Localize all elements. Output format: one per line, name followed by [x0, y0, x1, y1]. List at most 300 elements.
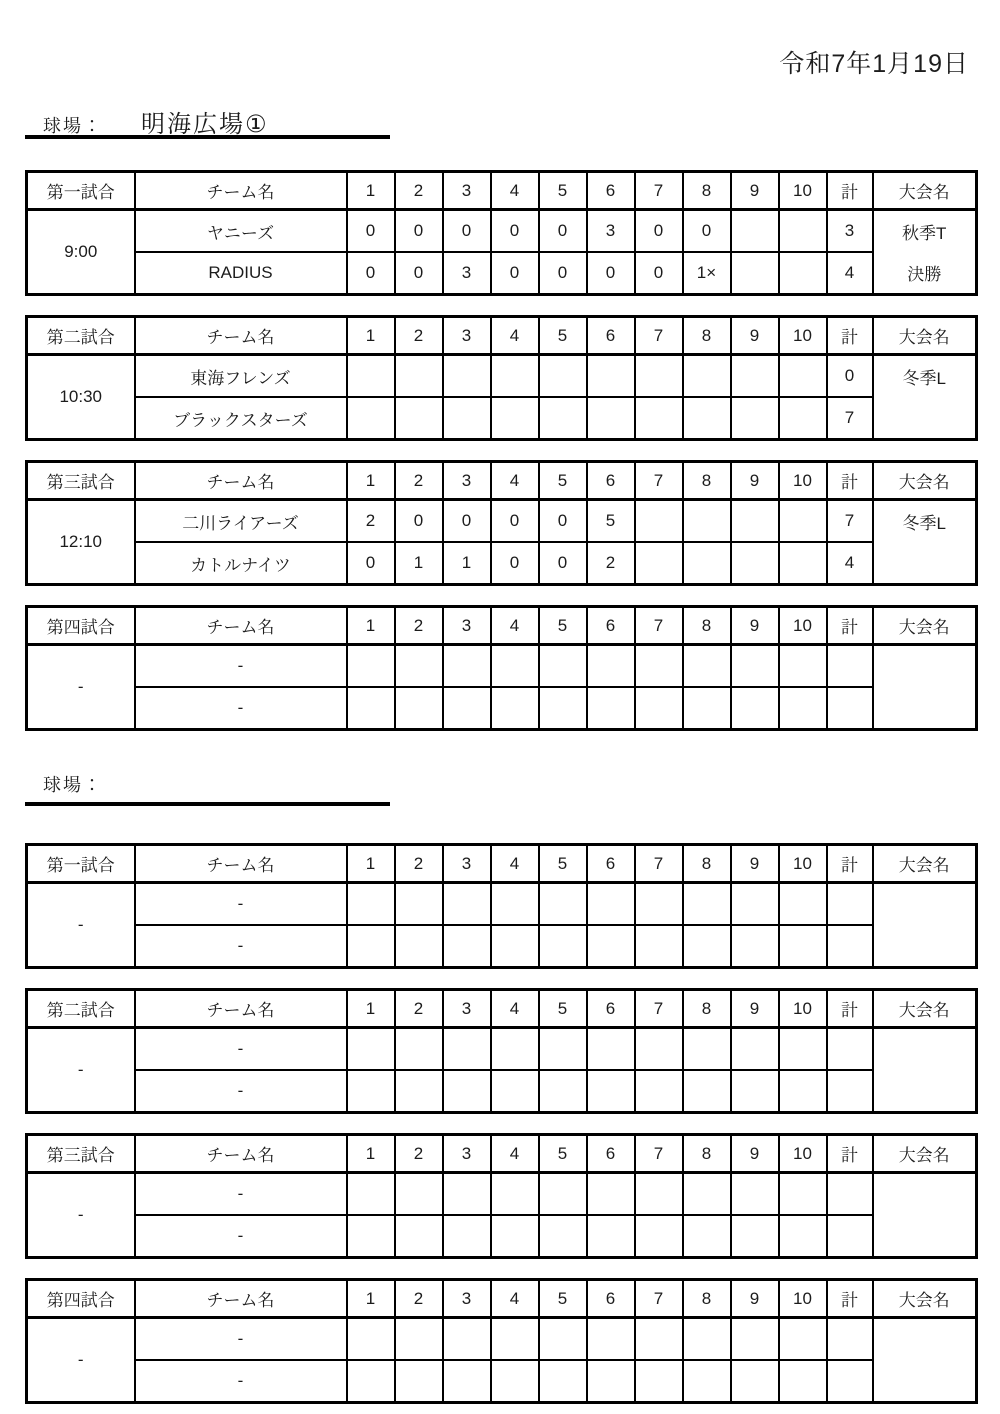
inning-header-cell: 8	[683, 1280, 731, 1318]
team-row	[27, 542, 977, 585]
inning-score-cell	[683, 1028, 731, 1071]
team-name-header-cell: チーム名	[135, 845, 347, 883]
game-score-table	[25, 315, 978, 441]
inning-score-cell	[395, 1215, 443, 1258]
inning-header-cell: 3	[443, 607, 491, 645]
total-score-cell	[827, 1028, 873, 1071]
inning-header-cell: 6	[587, 317, 635, 355]
inning-header-cell: 10	[779, 607, 827, 645]
inning-score-cell	[539, 1360, 587, 1403]
inning-score-cell	[683, 355, 731, 398]
game-time-cell: 9:00	[27, 210, 135, 295]
inning-score-cell	[731, 1215, 779, 1258]
inning-header-cell: 7	[635, 462, 683, 500]
tournament-name-cell	[873, 645, 977, 730]
inning-header-cell: 6	[587, 607, 635, 645]
tournament-line-2	[874, 1360, 976, 1401]
inning-header-cell: 4	[491, 845, 539, 883]
inning-header-cell: 10	[779, 1135, 827, 1173]
inning-score-cell	[779, 355, 827, 398]
game-number-cell: 第四試合	[27, 607, 135, 645]
inning-score-cell	[779, 1215, 827, 1258]
inning-score-cell	[347, 1215, 395, 1258]
inning-score-cell	[443, 687, 491, 730]
team-row	[27, 1318, 977, 1361]
inning-score-cell	[539, 1215, 587, 1258]
inning-score-cell: 0	[491, 500, 539, 543]
inning-header-cell: 9	[731, 845, 779, 883]
total-score-cell	[827, 925, 873, 968]
table-header-row	[27, 1135, 977, 1173]
inning-header-cell: 1	[347, 462, 395, 500]
inning-header-cell: 10	[779, 845, 827, 883]
inning-header-cell: 6	[587, 1280, 635, 1318]
table-header-row	[27, 317, 977, 355]
inning-header-cell: 6	[587, 1135, 635, 1173]
inning-score-cell	[683, 687, 731, 730]
inning-score-cell	[539, 925, 587, 968]
team-row	[27, 1173, 977, 1216]
inning-score-cell	[395, 1028, 443, 1071]
table-header-row	[27, 607, 977, 645]
inning-score-cell	[635, 500, 683, 543]
inning-score-cell	[539, 645, 587, 688]
inning-score-cell	[347, 1070, 395, 1113]
tournament-header-cell: 大会名	[873, 1135, 977, 1173]
inning-header-cell: 10	[779, 172, 827, 210]
inning-score-cell	[539, 1318, 587, 1361]
team-name-header-cell: チーム名	[135, 1280, 347, 1318]
inning-header-cell: 8	[683, 317, 731, 355]
inning-score-cell	[347, 1173, 395, 1216]
total-score-cell: 3	[827, 210, 873, 253]
inning-score-cell	[395, 687, 443, 730]
inning-score-cell	[347, 925, 395, 968]
inning-score-cell	[635, 1028, 683, 1071]
inning-score-cell	[443, 925, 491, 968]
tournament-line-2	[874, 542, 976, 583]
game-score-table	[25, 843, 978, 969]
inning-score-cell	[779, 1318, 827, 1361]
tournament-header-cell: 大会名	[873, 317, 977, 355]
total-header-cell: 計	[827, 317, 873, 355]
inning-header-cell: 10	[779, 990, 827, 1028]
inning-score-cell	[539, 687, 587, 730]
games-section-2	[25, 843, 975, 1404]
venue-block-1	[25, 104, 975, 139]
tournament-name-cell	[873, 210, 977, 295]
inning-score-cell	[779, 500, 827, 543]
inning-header-cell: 5	[539, 462, 587, 500]
inning-header-cell: 1	[347, 845, 395, 883]
inning-score-cell	[731, 687, 779, 730]
inning-header-cell: 4	[491, 462, 539, 500]
total-score-cell	[827, 1318, 873, 1361]
inning-score-cell	[443, 355, 491, 398]
inning-header-cell: 9	[731, 317, 779, 355]
inning-header-cell: 2	[395, 462, 443, 500]
team-row	[27, 1028, 977, 1071]
team-name-cell: -	[135, 1318, 347, 1361]
total-header-cell: 計	[827, 990, 873, 1028]
total-score-cell	[827, 883, 873, 926]
inning-score-cell	[395, 1070, 443, 1113]
team-name-cell: カトルナイツ	[135, 542, 347, 585]
inning-score-cell	[347, 1360, 395, 1403]
game-time-cell: -	[27, 1028, 135, 1113]
inning-score-cell	[347, 355, 395, 398]
total-score-cell	[827, 645, 873, 688]
inning-score-cell	[443, 1360, 491, 1403]
inning-score-cell	[683, 1360, 731, 1403]
team-name-header-cell: チーム名	[135, 462, 347, 500]
inning-score-cell	[587, 397, 635, 440]
inning-score-cell	[443, 1070, 491, 1113]
inning-score-cell	[779, 210, 827, 253]
inning-score-cell: 3	[443, 252, 491, 295]
tournament-line-1	[874, 1319, 976, 1360]
table-header-row	[27, 172, 977, 210]
inning-score-cell	[539, 1070, 587, 1113]
game-time-cell: 12:10	[27, 500, 135, 585]
inning-score-cell	[587, 687, 635, 730]
inning-header-cell: 4	[491, 990, 539, 1028]
inning-score-cell	[443, 1215, 491, 1258]
game-score-table	[25, 605, 978, 731]
inning-header-cell: 7	[635, 172, 683, 210]
inning-score-cell	[491, 1360, 539, 1403]
tournament-name-cell	[873, 1318, 977, 1403]
tournament-line-2	[874, 397, 976, 438]
inning-score-cell	[587, 1070, 635, 1113]
tournament-header-cell: 大会名	[873, 845, 977, 883]
inning-header-cell: 8	[683, 607, 731, 645]
inning-score-cell: 1×	[683, 252, 731, 295]
total-score-cell	[827, 1173, 873, 1216]
inning-score-cell: 0	[347, 252, 395, 295]
inning-header-cell: 1	[347, 172, 395, 210]
inning-score-cell	[683, 883, 731, 926]
inning-score-cell	[587, 883, 635, 926]
inning-score-cell	[491, 1028, 539, 1071]
tournament-line-2	[874, 1070, 976, 1111]
team-name-cell: -	[135, 1215, 347, 1258]
inning-score-cell	[491, 397, 539, 440]
games-section-1	[25, 170, 975, 731]
inning-score-cell: 0	[539, 252, 587, 295]
tournament-name-cell	[873, 355, 977, 440]
inning-score-cell	[539, 355, 587, 398]
inning-header-cell: 8	[683, 990, 731, 1028]
tournament-header-cell: 大会名	[873, 990, 977, 1028]
inning-score-cell	[491, 355, 539, 398]
total-score-cell: 0	[827, 355, 873, 398]
tournament-line-1: 冬季L	[902, 514, 946, 533]
inning-score-cell	[683, 500, 731, 543]
inning-score-cell: 2	[587, 542, 635, 585]
inning-score-cell	[443, 883, 491, 926]
tournament-name-cell	[873, 500, 977, 585]
inning-header-cell: 8	[683, 172, 731, 210]
inning-header-cell: 9	[731, 990, 779, 1028]
inning-score-cell	[587, 1215, 635, 1258]
inning-score-cell	[347, 397, 395, 440]
inning-header-cell: 2	[395, 172, 443, 210]
game-number-cell: 第一試合	[27, 845, 135, 883]
inning-score-cell	[683, 1215, 731, 1258]
inning-score-cell	[635, 1070, 683, 1113]
inning-score-cell	[779, 1173, 827, 1216]
inning-header-cell: 10	[779, 462, 827, 500]
inning-score-cell	[395, 1318, 443, 1361]
inning-header-cell: 3	[443, 172, 491, 210]
inning-header-cell: 4	[491, 607, 539, 645]
team-row	[27, 645, 977, 688]
inning-score-cell	[539, 1173, 587, 1216]
inning-score-cell	[587, 1318, 635, 1361]
inning-header-cell: 9	[731, 1135, 779, 1173]
game-number-cell: 第一試合	[27, 172, 135, 210]
inning-header-cell: 7	[635, 1135, 683, 1173]
inning-header-cell: 2	[395, 1135, 443, 1173]
game-time-cell: -	[27, 883, 135, 968]
team-row	[27, 1070, 977, 1113]
inning-header-cell: 3	[443, 317, 491, 355]
team-name-cell: -	[135, 1360, 347, 1403]
inning-header-cell: 1	[347, 1280, 395, 1318]
inning-score-cell	[491, 1215, 539, 1258]
inning-score-cell	[443, 1173, 491, 1216]
tournament-line-1: 秋季T	[902, 224, 947, 243]
inning-header-cell: 9	[731, 607, 779, 645]
inning-score-cell	[683, 645, 731, 688]
team-name-cell: 東海フレンズ	[135, 355, 347, 398]
team-name-cell: RADIUS	[135, 252, 347, 295]
inning-score-cell	[635, 1318, 683, 1361]
total-score-cell: 7	[827, 397, 873, 440]
team-name-cell: ブラックスターズ	[135, 397, 347, 440]
inning-score-cell	[587, 925, 635, 968]
game-time-cell: -	[27, 1173, 135, 1258]
inning-score-cell	[395, 355, 443, 398]
inning-score-cell	[347, 883, 395, 926]
inning-header-cell: 5	[539, 845, 587, 883]
inning-header-cell: 4	[491, 317, 539, 355]
inning-score-cell	[587, 1028, 635, 1071]
game-number-cell: 第三試合	[27, 462, 135, 500]
inning-header-cell: 7	[635, 845, 683, 883]
inning-header-cell: 9	[731, 462, 779, 500]
inning-header-cell: 5	[539, 317, 587, 355]
team-row	[27, 500, 977, 543]
inning-score-cell	[731, 355, 779, 398]
venue-name: 明海広場①	[141, 111, 269, 138]
inning-score-cell	[539, 1028, 587, 1071]
inning-header-cell: 8	[683, 845, 731, 883]
game-score-table	[25, 988, 978, 1114]
total-score-cell	[827, 687, 873, 730]
inning-header-cell: 1	[347, 607, 395, 645]
inning-header-cell: 3	[443, 1280, 491, 1318]
team-name-cell: 二川ライアーズ	[135, 500, 347, 543]
tournament-line-2: 決勝	[907, 265, 942, 284]
game-score-table	[25, 1133, 978, 1259]
inning-header-cell: 5	[539, 1280, 587, 1318]
inning-header-cell: 7	[635, 317, 683, 355]
total-score-cell	[827, 1215, 873, 1258]
inning-score-cell: 0	[539, 210, 587, 253]
tournament-line-1	[874, 884, 976, 925]
table-header-row	[27, 1280, 977, 1318]
inning-score-cell	[347, 1318, 395, 1361]
game-number-cell: 第二試合	[27, 990, 135, 1028]
venue-label: 球場：	[43, 116, 103, 136]
inning-score-cell	[779, 252, 827, 295]
inning-score-cell	[395, 925, 443, 968]
inning-header-cell: 5	[539, 607, 587, 645]
tournament-header-cell: 大会名	[873, 1280, 977, 1318]
inning-header-cell: 6	[587, 990, 635, 1028]
inning-score-cell	[443, 645, 491, 688]
team-row	[27, 925, 977, 968]
team-name-header-cell: チーム名	[135, 172, 347, 210]
inning-score-cell	[443, 1318, 491, 1361]
inning-score-cell	[731, 542, 779, 585]
inning-score-cell	[491, 883, 539, 926]
team-row	[27, 397, 977, 440]
inning-score-cell	[779, 1070, 827, 1113]
inning-header-cell: 10	[779, 317, 827, 355]
total-header-cell: 計	[827, 607, 873, 645]
inning-score-cell	[731, 500, 779, 543]
total-score-cell	[827, 1360, 873, 1403]
inning-score-cell	[395, 645, 443, 688]
inning-score-cell	[731, 210, 779, 253]
inning-score-cell: 0	[491, 252, 539, 295]
inning-score-cell: 0	[539, 500, 587, 543]
tournament-line-2	[874, 687, 976, 728]
inning-score-cell: 0	[443, 210, 491, 253]
inning-score-cell	[779, 925, 827, 968]
inning-header-cell: 3	[443, 990, 491, 1028]
tournament-name-cell	[873, 883, 977, 968]
game-score-table	[25, 1278, 978, 1404]
game-time-cell: -	[27, 1318, 135, 1403]
team-name-header-cell: チーム名	[135, 990, 347, 1028]
table-header-row	[27, 845, 977, 883]
total-header-cell: 計	[827, 172, 873, 210]
total-header-cell: 計	[827, 462, 873, 500]
inning-header-cell: 3	[443, 462, 491, 500]
inning-score-cell	[635, 1215, 683, 1258]
game-time-cell: 10:30	[27, 355, 135, 440]
inning-header-cell: 9	[731, 172, 779, 210]
team-name-cell: -	[135, 1070, 347, 1113]
inning-score-cell: 0	[635, 252, 683, 295]
inning-score-cell	[635, 1360, 683, 1403]
inning-score-cell: 0	[683, 210, 731, 253]
game-number-cell: 第四試合	[27, 1280, 135, 1318]
tournament-line-1	[874, 1029, 976, 1070]
inning-score-cell	[395, 1360, 443, 1403]
inning-score-cell	[347, 687, 395, 730]
inning-score-cell	[635, 645, 683, 688]
inning-score-cell	[635, 925, 683, 968]
inning-score-cell	[587, 645, 635, 688]
inning-score-cell	[779, 883, 827, 926]
inning-header-cell: 5	[539, 172, 587, 210]
team-row	[27, 1215, 977, 1258]
inning-score-cell	[731, 1173, 779, 1216]
total-score-cell: 4	[827, 252, 873, 295]
game-score-table	[25, 460, 978, 586]
inning-score-cell: 0	[491, 542, 539, 585]
inning-header-cell: 4	[491, 1135, 539, 1173]
table-header-row	[27, 990, 977, 1028]
inning-header-cell: 4	[491, 172, 539, 210]
inning-score-cell	[491, 1173, 539, 1216]
total-score-cell: 7	[827, 500, 873, 543]
tournament-line-1	[874, 1174, 976, 1215]
inning-score-cell	[683, 1070, 731, 1113]
inning-score-cell: 0	[443, 500, 491, 543]
inning-score-cell: 0	[347, 542, 395, 585]
game-number-cell: 第三試合	[27, 1135, 135, 1173]
inning-score-cell	[635, 355, 683, 398]
inning-score-cell: 0	[395, 500, 443, 543]
inning-score-cell	[587, 1360, 635, 1403]
inning-score-cell: 0	[635, 210, 683, 253]
team-name-cell: -	[135, 1173, 347, 1216]
table-header-row	[27, 462, 977, 500]
tournament-line-2	[874, 1215, 976, 1256]
inning-header-cell: 2	[395, 990, 443, 1028]
inning-score-cell: 5	[587, 500, 635, 543]
inning-header-cell: 6	[587, 845, 635, 883]
inning-score-cell	[539, 397, 587, 440]
inning-score-cell	[635, 1173, 683, 1216]
inning-header-cell: 9	[731, 1280, 779, 1318]
inning-score-cell	[779, 687, 827, 730]
inning-score-cell	[491, 645, 539, 688]
team-row	[27, 687, 977, 730]
inning-header-cell: 6	[587, 172, 635, 210]
venue-label: 球場：	[43, 775, 103, 795]
inning-score-cell	[395, 1173, 443, 1216]
tournament-name-cell	[873, 1173, 977, 1258]
team-name-cell: -	[135, 925, 347, 968]
inning-score-cell	[347, 645, 395, 688]
inning-score-cell	[731, 883, 779, 926]
inning-score-cell	[491, 925, 539, 968]
total-score-cell: 4	[827, 542, 873, 585]
inning-score-cell	[731, 1070, 779, 1113]
inning-header-cell: 8	[683, 462, 731, 500]
inning-score-cell	[347, 1028, 395, 1071]
inning-score-cell: 2	[347, 500, 395, 543]
game-score-table	[25, 170, 978, 296]
inning-score-cell	[683, 925, 731, 968]
inning-score-cell	[491, 1070, 539, 1113]
inning-score-cell	[779, 542, 827, 585]
venue-underline	[25, 802, 390, 806]
team-name-cell: -	[135, 645, 347, 688]
inning-score-cell	[635, 542, 683, 585]
inning-score-cell: 0	[395, 210, 443, 253]
team-name-cell: -	[135, 883, 347, 926]
inning-score-cell	[491, 687, 539, 730]
inning-header-cell: 4	[491, 1280, 539, 1318]
